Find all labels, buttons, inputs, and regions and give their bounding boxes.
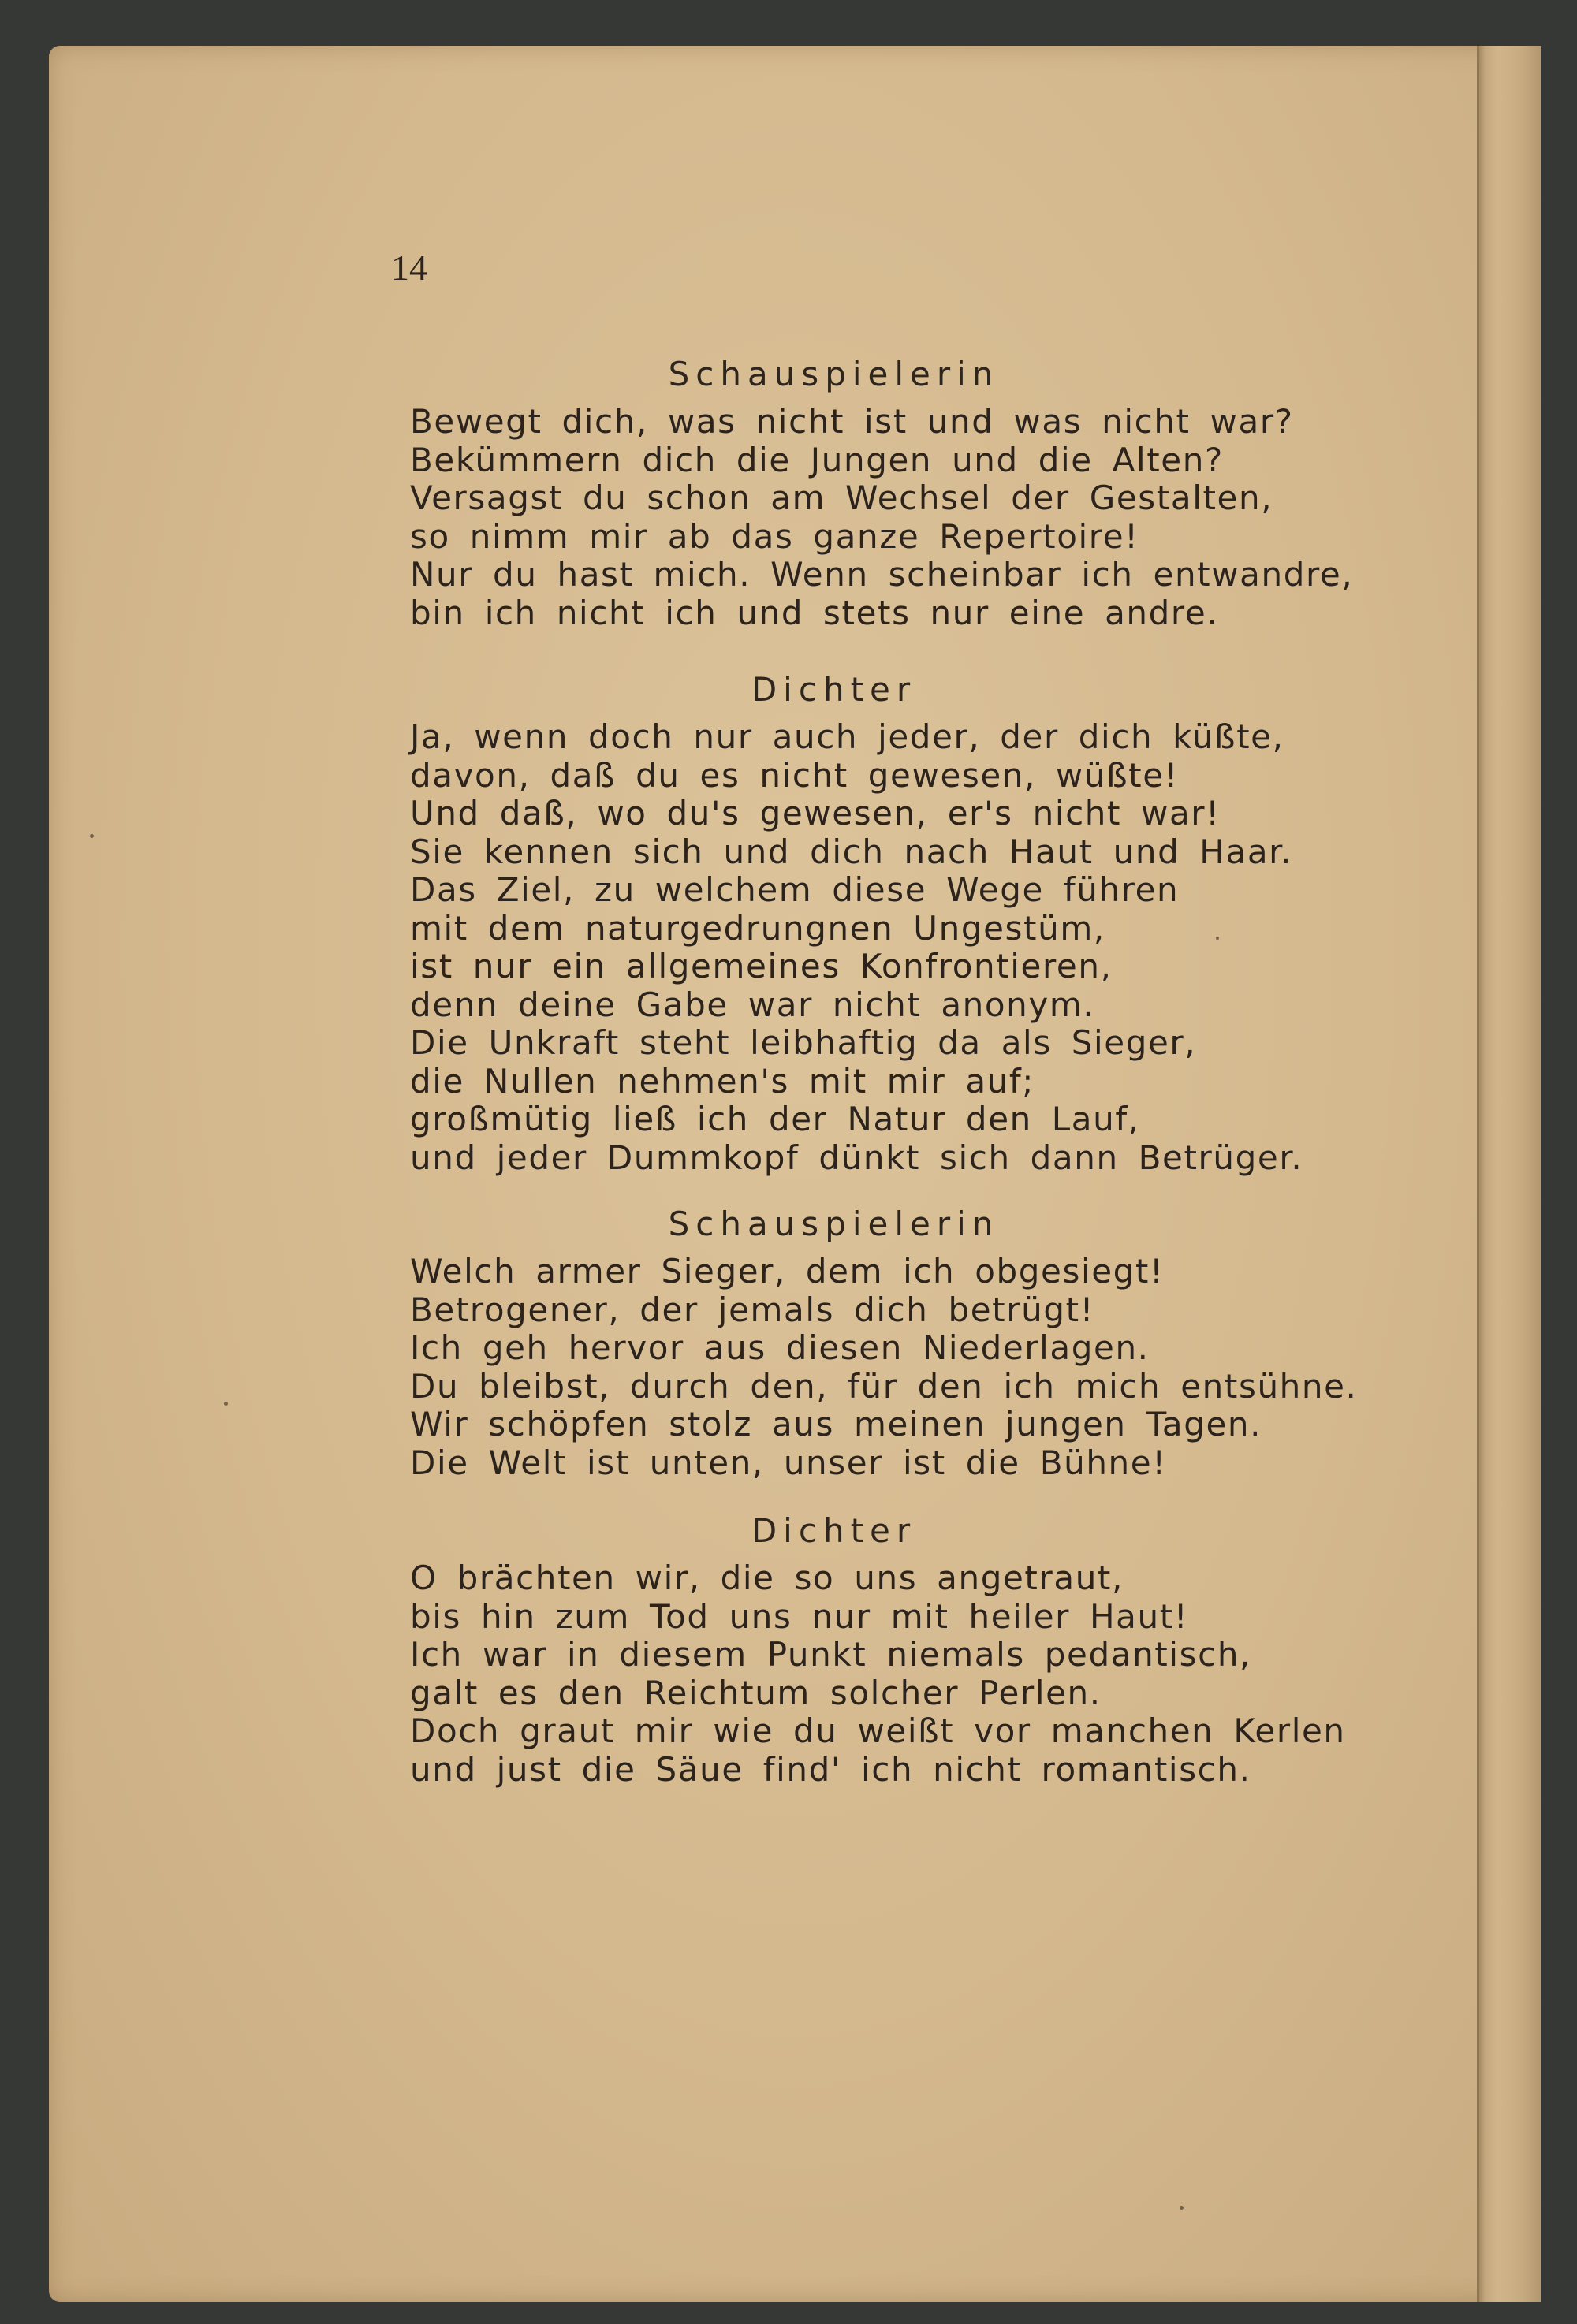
verse-line: Versagst du schon am Wechsel der Gestalten, bbox=[410, 479, 1273, 517]
verse-line: bin ich nicht ich und stets nur eine andre. bbox=[410, 593, 1219, 632]
verse-line: Du bleibst, durch den, für den ich mich entsühne. bbox=[410, 1366, 1358, 1406]
verse-block bbox=[410, 403, 1353, 632]
speaker-heading: Dichter bbox=[751, 1511, 917, 1550]
page-spine-edge bbox=[1477, 46, 1541, 2302]
page-number: 14 bbox=[391, 248, 427, 288]
verse-line: Nur du hast mich. Wenn scheinbar ich entwandre, bbox=[410, 555, 1354, 594]
dialogue-section bbox=[410, 1511, 1346, 1789]
verse-line: Das Ziel, zu welchem diese Wege führen bbox=[410, 870, 1180, 909]
speaker-heading: Schauspielerin bbox=[668, 1205, 1000, 1243]
verse-line: Ich war in diesem Punkt niemals pedantisch, bbox=[410, 1635, 1251, 1674]
verse-line: Die Welt ist unten, unser ist die Bühne! bbox=[410, 1443, 1167, 1482]
dialogue-section bbox=[410, 670, 1303, 1177]
verse-line: galt es den Reichtum solcher Perlen. bbox=[410, 1673, 1102, 1712]
dialogue-section bbox=[410, 1205, 1358, 1482]
verse-line: Wir schöpfen stolz aus meinen jungen Tagen. bbox=[410, 1405, 1262, 1443]
verse-line: Doch graut mir wie du weißt vor manchen Kerlen bbox=[410, 1711, 1346, 1750]
verse-block bbox=[410, 718, 1303, 1177]
verse-block bbox=[410, 1253, 1358, 1482]
verse-line: Welch armer Sieger, dem ich obgesiegt! bbox=[410, 1252, 1165, 1290]
verse-line: O brächten wir, die so uns angetraut, bbox=[410, 1559, 1124, 1597]
speaker-heading: Dichter bbox=[751, 670, 917, 709]
verse-line: denn deine Gabe war nicht anonym. bbox=[410, 985, 1095, 1024]
verse-line: großmütig ließ ich der Natur den Lauf, bbox=[410, 1100, 1140, 1138]
verse-line: bis hin zum Tod uns nur mit heiler Haut! bbox=[410, 1596, 1189, 1636]
verse-line: Bekümmern dich die Jungen und die Alten? bbox=[410, 440, 1224, 479]
verse-line: und just die Säue find' ich nicht romantisch. bbox=[410, 1749, 1251, 1789]
paper-speck bbox=[90, 834, 94, 838]
verse-line: Sie kennen sich und dich nach Haut und Haar. bbox=[410, 832, 1293, 871]
speaker-heading: Schauspielerin bbox=[668, 355, 1000, 393]
verse-line: die Nullen nehmen's mit mir auf; bbox=[410, 1061, 1035, 1101]
verse-line: Bewegt dich, was nicht ist und was nicht war? bbox=[410, 402, 1294, 441]
verse-line: Betrogener, der jemals dich betrügt! bbox=[410, 1290, 1095, 1329]
paper-speck bbox=[1180, 2206, 1184, 2210]
verse-line: Ja, wenn doch nur auch jeder, der dich küßte, bbox=[410, 717, 1284, 756]
verse-line: und jeder Dummkopf dünkt sich dann Betrüger. bbox=[410, 1138, 1303, 1177]
verse-line: mit dem naturgedrungnen Ungestüm, bbox=[410, 908, 1105, 948]
dialogue-section bbox=[410, 355, 1353, 632]
verse-line: Ich geh hervor aus diesen Niederlagen. bbox=[410, 1328, 1150, 1367]
paper-speck bbox=[224, 1402, 228, 1406]
verse-line: davon, daß du es nicht gewesen, wüßte! bbox=[410, 755, 1180, 795]
verse-block bbox=[410, 1559, 1346, 1789]
verse-line: Die Unkraft steht leibhaftig da als Sieger, bbox=[410, 1023, 1197, 1062]
verse-line: Und daß, wo du's gewesen, er's nicht war! bbox=[410, 794, 1221, 832]
verse-line: ist nur ein allgemeines Konfrontieren, bbox=[410, 947, 1113, 985]
verse-line: so nimm mir ab das ganze Repertoire! bbox=[410, 516, 1139, 556]
